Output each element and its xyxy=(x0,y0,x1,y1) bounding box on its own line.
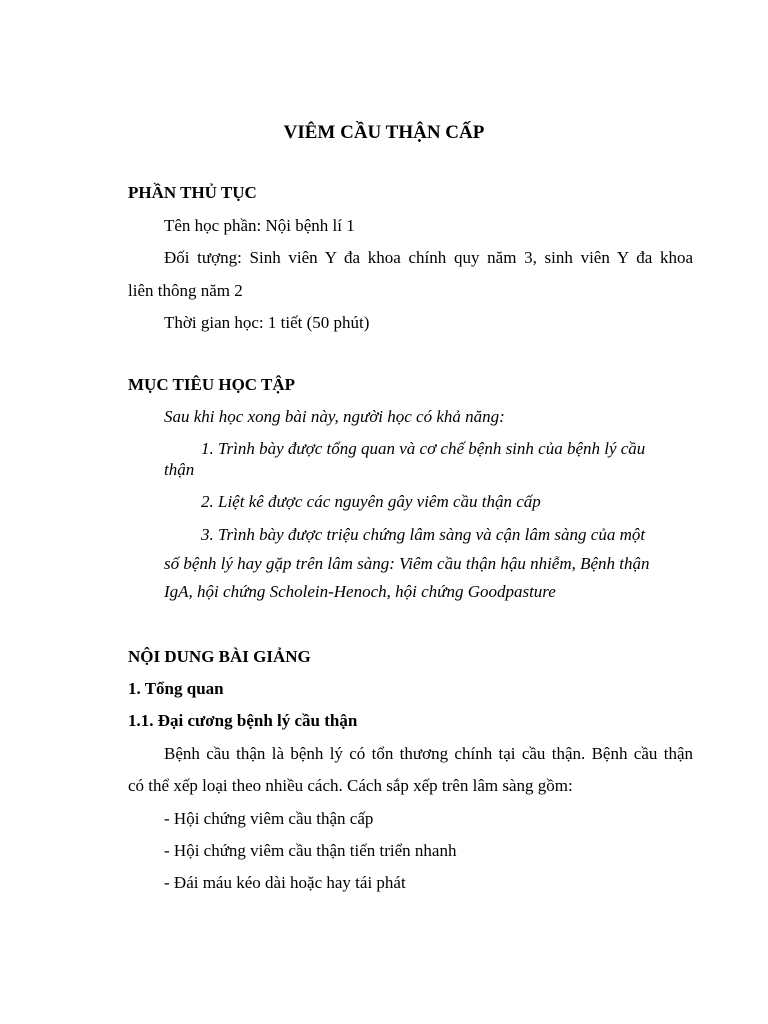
subheading-general: 1.1. Đại cương bệnh lý cầu thận xyxy=(128,711,358,730)
bullet-item: - Hội chứng viêm cầu thận cấp xyxy=(164,809,374,828)
objectives-intro: Sau khi học xong bài này, người học có khả năng: xyxy=(164,407,505,426)
heading-objectives: MỤC TIÊU HỌC TẬP xyxy=(128,375,296,394)
heading-content: NỘI DUNG BÀI GIẢNG xyxy=(128,647,311,666)
objective-3-line-2: số bệnh lý hay gặp trên lâm sàng: Viêm cầu thận hậu nhiễm, Bệnh thận xyxy=(164,554,650,573)
course-name: Tên học phần: Nội bệnh lí 1 xyxy=(164,216,355,235)
subheading-overview: 1. Tổng quan xyxy=(128,679,224,698)
bullet-item: - Đái máu kéo dài hoặc hay tái phát xyxy=(164,873,406,892)
objective-1-line-1: 1. Trình bày được tổng quan và cơ chế bệnh sinh của bệnh lý cầu xyxy=(201,439,646,458)
objective-3-line-3: IgA, hội chứng Scholein-Henoch, hội chứng Goodpasture xyxy=(164,582,556,601)
objective-1-line-2: thận xyxy=(164,460,195,479)
objective-2: 2. Liệt kê được các nguyên gây viêm cầu thận cấp xyxy=(201,492,541,511)
paragraph-line-2: có thể xếp loại theo nhiều cách. Cách sắp xếp trên lâm sàng gồm: xyxy=(128,776,573,795)
audience-line-2: liên thông năm 2 xyxy=(128,281,243,300)
course-duration: Thời gian học: 1 tiết (50 phút) xyxy=(164,313,370,332)
paragraph-line-1: Bệnh cầu thận là bệnh lý có tổn thương chính tại cầu thận. Bệnh cầu thận xyxy=(164,744,693,763)
heading-procedure: PHẦN THỦ TỤC xyxy=(128,183,257,202)
document-title: VIÊM CẦU THẬN CẤP xyxy=(283,122,485,143)
bullet-item: - Hội chứng viêm cầu thận tiến triển nhanh xyxy=(164,841,457,860)
objective-3-line-1: 3. Trình bày được triệu chứng lâm sàng và cận lâm sàng của một xyxy=(201,525,646,544)
audience-line-1: Đối tượng: Sinh viên Y đa khoa chính quy năm 3, sinh viên Y đa khoa xyxy=(164,248,693,267)
